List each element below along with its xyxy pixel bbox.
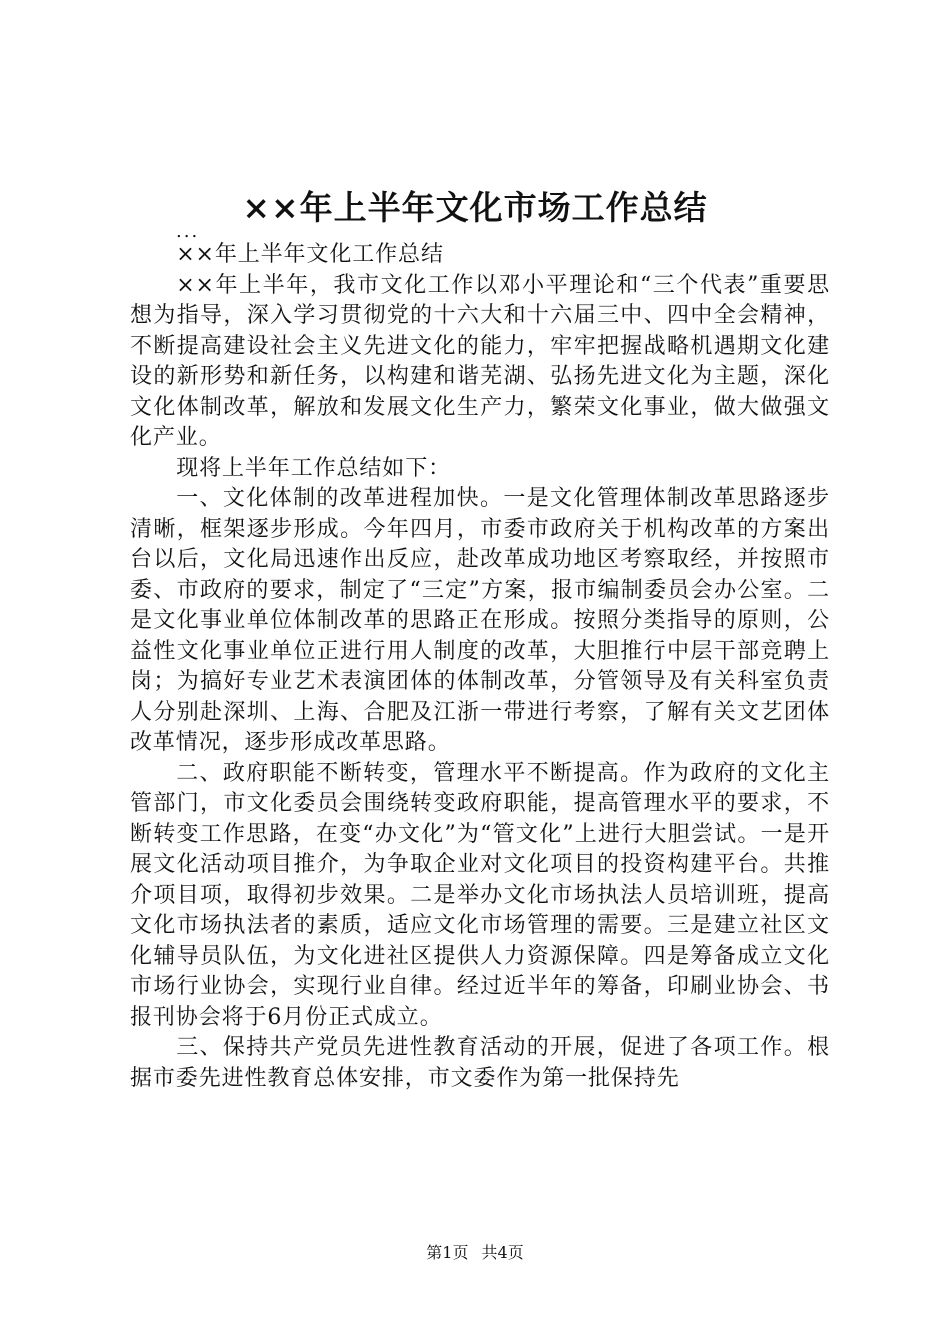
paragraph-section-1: 一、文化体制的改革进程加快。一是文化管理体制改革思路逐步清晰，框架逐步形成。今年四月，市委市政府关于机构改革的方案出台以后，文化局迅速作出反应，赴改革成功地区考察取经，并按照市委、市政府的要求，制定了“三定”方案，报市编制委员会办公室。二是文化事业单位体制改革的思路正在形成。按照分类指导的原则，公益性文化事业单位正进行用人制度的改革，大胆推行中层干部竞聘上岗；为搞好专业艺术表演团体的体制改革，分管领导及有关科室负责人分别赴深圳、上海、合肥及江浙一带进行考察，了解有关文艺团体改革情况，逐步形成改革思路。 (130, 486, 830, 755)
page-number: 第1页 (426, 1243, 469, 1262)
page-footer (0, 1243, 950, 1263)
page-total: 共4页 (481, 1243, 524, 1262)
ellipsis-marker: ... (176, 221, 200, 242)
document-body (130, 240, 830, 1094)
paragraph-intro: ××年上半年，我市文化工作以邓小平理论和“三个代表”重要思想为指导，深入学习贯彻党的十六大和十六届三中、四中全会精神，不断提高建设社会主义先进文化的能力，牢牢把握战略机遇期文化建设的新形势和新任务，以构建和谐芜湖、弘扬先进文化为主题，深化文化体制改革，解放和发展文化生产力，繁荣文化事业，做大做强文化产业。 (130, 272, 830, 450)
paragraph-section-3: 三、保持共产党员先进性教育活动的开展，促进了各项工作。根据市委先进性教育总体安排，市文委作为第一批保持先 (130, 1035, 830, 1091)
document-title: ××年上半年文化市场工作总结 (242, 188, 708, 227)
paragraph-section-2: 二、政府职能不断转变，管理水平不断提高。作为政府的文化主管部门，市文化委员会围绕转变政府职能，提高管理水平的要求，不断转变工作思路，在变“办文化”为“管文化”上进行大胆尝试。一是开展文化活动项目推介，为争取企业对文化项目的投资构建平台。共推介项目项，取得初步效果。二是举办文化市场执法人员培训班，提高文化市场执法者的素质，适应文化市场管理的需要。三是建立社区文化辅导员队伍，为文化进社区提供人力资源保障。四是筹备成立文化市场行业协会，实现行业自律。经过近半年的筹备，印刷业协会、书报刊协会将于6月份正式成立。 (130, 760, 830, 1030)
paragraph-summary-lead: 现将上半年工作总结如下： (176, 455, 451, 481)
paragraph-subtitle: ××年上半年文化工作总结 (176, 242, 444, 267)
